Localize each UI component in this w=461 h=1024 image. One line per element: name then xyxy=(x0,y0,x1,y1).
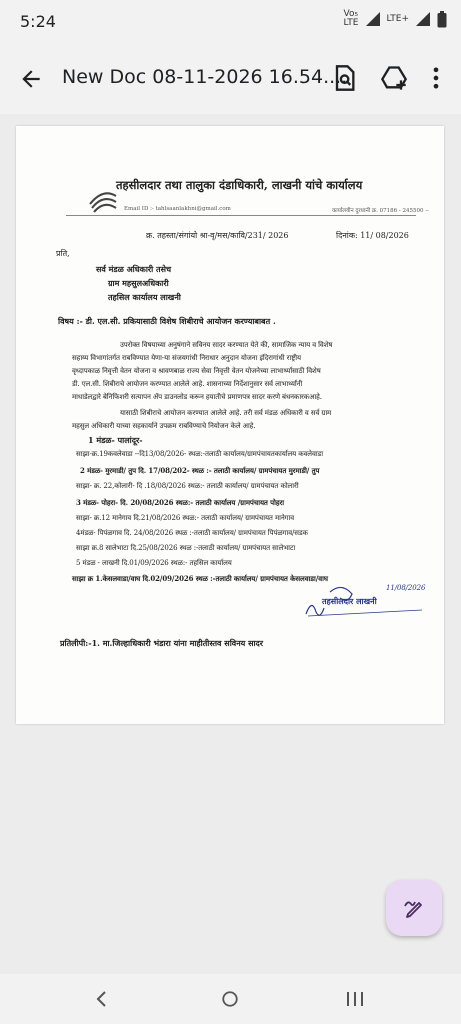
system-navigation-bar xyxy=(0,974,461,1024)
body-line: माधाडेलद्वारे बेनिफिशरी सत्यापन ॲप डाउनलोड करून हयातीचे प्रमाणपत्र सादर करणे बंधनकारकआहे. xyxy=(72,393,322,401)
copy-to-line: प्रतिलीपी:-1. मा.जिल्हाधिकारी भंडारा यांना माहीतीस्तव सविनय सादर xyxy=(60,638,264,648)
pen-scribble-icon xyxy=(402,896,426,920)
subject-line: विषय :- डी. एल.सी. प्रकियासाठी विशेष शिबीराचे आयोजन करण्याबाबत . xyxy=(58,316,276,326)
add-to-drive-icon[interactable] xyxy=(380,64,408,92)
signature-date: 11/08/2026 xyxy=(386,584,426,592)
signatory: तहसीलदार लाखनी xyxy=(322,596,377,606)
status-icons xyxy=(344,10,447,28)
body-line: वृध्दापकाळ निवृत्ती वेतन योजना व श्रावणबाळ राज्य सेवा निवृत्ती वेतन योजनेच्या लाभार्थ्यांसाठी विशेष xyxy=(72,367,321,375)
battery-icon xyxy=(437,11,447,28)
more-options-icon[interactable] xyxy=(426,64,446,92)
signal-icon xyxy=(365,11,381,27)
status-time: 5:24 xyxy=(20,12,56,31)
schedule-row: साझा क्र 1.केसलवाडा/वाघ दि.02/09/2026 स्थळ :-तलाठी कार्यालय/ ग्रामपंचायत केसलवाडा/वाघ xyxy=(72,574,328,583)
addressee-line: ग्राम महसुलअधिकारी xyxy=(108,278,169,288)
nav-home-icon[interactable] xyxy=(220,990,240,1008)
search-in-document-icon[interactable] xyxy=(330,64,358,92)
lte-indicator: LTE+ xyxy=(386,14,409,24)
body-line: उपरोक्त विषयाच्या अनुषंगाने सविनय सादर करण्यात येते की, सामाजिक न्याय व विशेष xyxy=(120,341,333,349)
annotate-button[interactable] xyxy=(386,880,442,936)
schedule-row: 1 मंडळ- पालांदूर- xyxy=(88,435,143,445)
addressee-label: प्रति, xyxy=(56,249,70,258)
office-email: Email ID :- tahlsaanlakhni@gmail.com xyxy=(124,206,231,212)
body-line: यासाठी शिबीराचे आयोजन करण्यात आलेले आहे. तरी सर्व मंडळ अधिकारी व सर्व ग्राम xyxy=(120,409,332,417)
signal-icon-2 xyxy=(415,11,431,27)
back-arrow-icon[interactable] xyxy=(18,66,44,92)
schedule-row: साझा क्र.8 सालेभाटा दि.25/08/2026 स्थळ :-तलाठी कार्यालय/ ग्रामपंचायत सालेभाटा xyxy=(76,544,296,552)
schedule-row: 5 मंडळ - लाखनी दि.01/09/2026 स्थळ:- तहसिल कार्यालय xyxy=(76,559,232,567)
document-page xyxy=(16,126,444,724)
status-bar xyxy=(0,0,461,44)
addressee-line: तहसिल कार्यालय लाखनी xyxy=(108,292,181,302)
volte-indicator: Vo₅ LTE xyxy=(343,9,359,28)
nav-recents-icon[interactable] xyxy=(346,990,364,1008)
addressee-line: सर्व मंडळ अधिकारी तसेच xyxy=(96,264,172,274)
office-header: तहसीलदार तथा तालुका दंडाधिकारी, लाखनी यांचे कार्यालय xyxy=(116,178,363,192)
body-line: सहाय्य विभागांतर्गत राबविण्यात येणा-या संजयगांधी निराधार अनुदान योजना इंदिरागांधी राष्ट्रीय xyxy=(72,354,301,362)
schedule-row: साझा-क्र.19कवलेवाडा --दि13/08/2026- स्थळ:-तलाठी कार्यालय/ग्रामपंचायतकार्यालय कवलेवाडा xyxy=(76,450,324,458)
body-line: डी. एल.सी. शिबीराचे आयोजन करण्यात आलेले आहे. शासनाच्या निर्देशानुसार सर्व लाभार्थ्यांनी xyxy=(72,380,303,388)
top-app-bar xyxy=(0,44,461,114)
document-title: New Doc 08-11-2026 16.54.... xyxy=(62,66,348,88)
reference-number: क्र. तहस्ता/संगांयो श्रा-वृ/मस/कावि/231/ 2026 xyxy=(146,231,289,240)
schedule-row: 2 मंडळ- मुरमाडी/ तुप दि. 17/08/202- स्थळ :- तलाठी कार्यालय/ ग्रामपंचायत मुरमाडी/ तुप xyxy=(80,466,320,475)
letter-date: दिनांक: 11/ 08/2026 xyxy=(336,231,409,240)
nav-back-icon[interactable] xyxy=(94,990,110,1008)
schedule-row: साझा- क्र.12 मानेगाव दि.21/08/2026 स्थळ:- तलाठी कार्यालय/ ग्रामपंचायत मानेगाव xyxy=(76,514,295,522)
header-divider xyxy=(66,215,416,216)
schedule-row: 3 मंडळ- पोहरा- दि. 20/08/2026 स्थळ:- तलाठी कार्यालय /ग्रामपंचायत पोहरा xyxy=(76,498,285,507)
office-phone: कार्यालयीन दुरध्वनी क्र. 07186 - 245500 -- xyxy=(332,208,429,214)
body-line: महसुल अधिकारी याच्या सहकार्याने उपक्रम राबविण्याचे नियोजन केले आहे. xyxy=(72,422,256,430)
document-viewer[interactable] xyxy=(0,114,461,974)
emblem-logo-icon xyxy=(86,182,120,214)
schedule-row: 4मंडळ- पिपंळगाव दि. 24/08/2026 स्थळ :-तलाठी कार्यालय/ ग्रामपंचायत पिपंळगाव/सडक xyxy=(76,529,308,537)
schedule-row: साझा- क्र. 22,कोलारी- दि .18/08/2026 स्थळ:- तलाठी कार्यालय/ ग्रामपंचायत कोलारी xyxy=(76,482,299,490)
